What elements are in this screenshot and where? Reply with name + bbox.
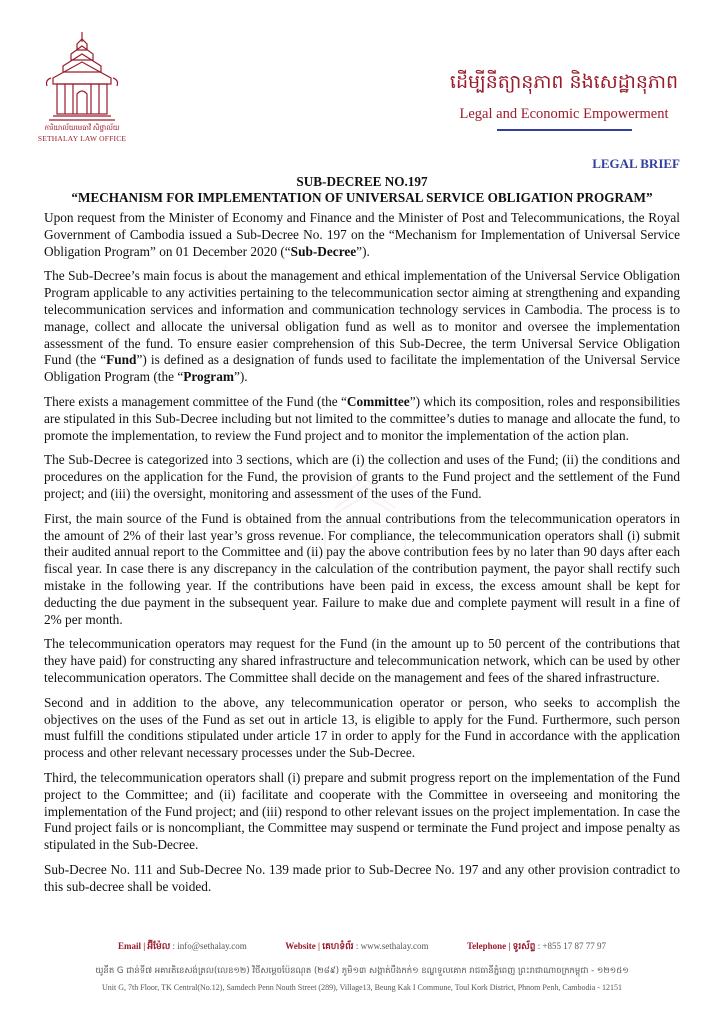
tagline-english: Legal and Economic Empowerment xyxy=(459,106,669,122)
document-title xyxy=(44,174,680,206)
title-line-1: SUB-DECREE NO.197 xyxy=(296,174,428,189)
paragraph-repeal: Sub-Decree No. 111 and Sub-Decree No. 139 made prior to Sub-Decree No. 197 and any other provision contradict to this sub-decree shall be voided. xyxy=(44,861,680,894)
org-name-khmer: ការិយាល័យមេធាវី សិថ្ឋាល័យ xyxy=(44,124,120,132)
email-label: Email | អ៊ីម៉ែល xyxy=(117,941,171,951)
sethalay-logo xyxy=(36,30,128,143)
bold-term-program: Program xyxy=(183,369,234,385)
footer-contacts xyxy=(0,941,724,954)
website-label: Website | គេហទំព័រ xyxy=(285,941,354,951)
address-english: Unit G, 7th Floor, TK Central(No.12), Samdech Penn Nouth Street (289), Village13, Beung Kak I Commune, Toul Kork District, Phnom Penh, Cambodia - 12151 xyxy=(102,983,622,992)
bold-term-fund: Fund xyxy=(106,352,137,368)
paragraph-focus: The Sub-Decree’s main focus is about the management and ethical implementation of the Universal Service Obligation Program applicable to any activities pertaining to the telecommunication sector aiming at strengthening and expanding telecommunication services and information and communication technology services in Cambodia. The process is to manage, collect and allocate the universal obligation fund as well as to monitor and oversee the implementation assessment of the fund. To ensure easier comprehension of this Sub-Decree, the term Universal Service Obligation Fund (the “Fund”) is defined as a designation of funds used to facilitate the implementation of the Universal Service Obligation Program (the “Program”). xyxy=(44,268,680,385)
address-khmer: យូនីត G ជាន់ទី៧ អគារតិខេសង់ត្រល(លេខ១២) វិថីសម្តេចប៉ែនណុត (២៨៩) ភូមិ១៣ សង្កាត់បឹងកក់១ ខណ្ឌទួលគោក រាជធានីភ្នំពេញ ព្រះរាជាណាចក្រកម្ពុជា - ១២១៥១ xyxy=(95,966,629,976)
email-link[interactable]: : info@sethalay.com xyxy=(170,941,247,951)
tagline xyxy=(444,70,684,131)
tagline-underline xyxy=(497,129,632,131)
paragraph-sections: The Sub-Decree is categorized into 3 sections, which are (i) the collection and uses of the Fund; (ii) the conditions and procedures on the application for the Fund, the provision of grants to the Fund project and the settlement of the Fund project; and (iii) the oversight, monitoring and assessment of the uses of the Fund. xyxy=(44,452,680,501)
paragraph-committee: There exists a management committee of the Fund (the “Committee”) which its composition, roles and responsibilities are stipulated in this Sub-Decree including but not limited to the committee’s duties to manage and allocate the fund, to promote the implementation, to review the Fund project and to monitor the implementation of the action plan. xyxy=(44,393,680,443)
temple-logo-icon xyxy=(43,30,121,122)
paragraph-first: First, the main source of the Fund is obtained from the annual contributions from the telecommunication operators in the amount of 2% of their last year’s gross revenue. For compliance, the telecommunication operators shall (i) submit their audited annual report to the Committee and (ii) pay the above contribution fees by no later than 90 days after each fiscal year. In case there is any discrepancy in the calculation of the contribution payment, the payor shall rectify such mistake in the following year. If the contributions have been paid in excess, the excess amount shall be kept for deducting the due payment in the subsequent year. Failure to make due and complete payment will result in a fine of 2% per month. xyxy=(44,510,680,627)
paragraph-shared-infrastructure: The telecommunication operators may request for the Fund (in the amount up to 50 percent of the contributions that they have paid) for constructing any shared infrastructure and telecommunication network, which can be used by other telecommunication operators. The Committee shall decide on the management and fees of the shared infrastructure. xyxy=(44,636,680,685)
footer xyxy=(0,941,724,992)
website-link[interactable]: : www.sethalay.com xyxy=(353,941,429,951)
telephone-label: Telephone | ទូរស័ព្ទ xyxy=(466,941,536,951)
legal-brief-label: LEGAL BRIEF xyxy=(592,156,680,171)
bold-term-committee: Committee xyxy=(346,393,410,409)
telephone-value: : +855 17 87 77 97 xyxy=(535,941,607,951)
org-name: SETHALAY LAW OFFICE xyxy=(37,134,127,143)
paragraph-intro: Upon request from the Minister of Economy and Finance and the Minister of Post and Telecommunications, the Royal Government of Cambodia issued a Sub-Decree No. 197 on the “Mechanism for Implementation of Universal Service Obligation Program” on 01 December 2020 (“Sub-Decree”). xyxy=(44,210,680,259)
tagline-khmer: ដើម្បីនីត្យានុភាព និងសេដ្ឋានុភាព xyxy=(449,71,679,93)
bold-term-sub-decree: Sub-Decree xyxy=(290,243,357,259)
paragraph-second: Second and in addition to the above, any telecommunication operator or person, who seeks to accomplish the objectives on the uses of the Fund as set out in article 13, is eligible to apply for the Fund. Furthermore, such person must fulfill the conditions stipulated under article 17 in order to apply for the Fund in accordance with the application process and other relevant necessary processes under the Sub-Decree. xyxy=(44,694,680,761)
title-line-2: “MECHANISM FOR IMPLEMENTATION OF UNIVERSAL SERVICE OBLIGATION PROGRAM” xyxy=(71,190,653,205)
document-body xyxy=(44,210,680,903)
paragraph-third: Third, the telecommunication operators shall (i) prepare and submit progress report on the implementation of the Fund project to the Committee; and (ii) facilitate and cooperate with the Committee in overseeing and monitoring the implementation of the Fund project; and (iii) respond to other relevant issues on the project implementation. In case the Fund project fails or is noncompliant, the Committee may suspend or terminate the Fund project and impose penalty as stipulated in the Sub-Decree. xyxy=(44,769,680,853)
